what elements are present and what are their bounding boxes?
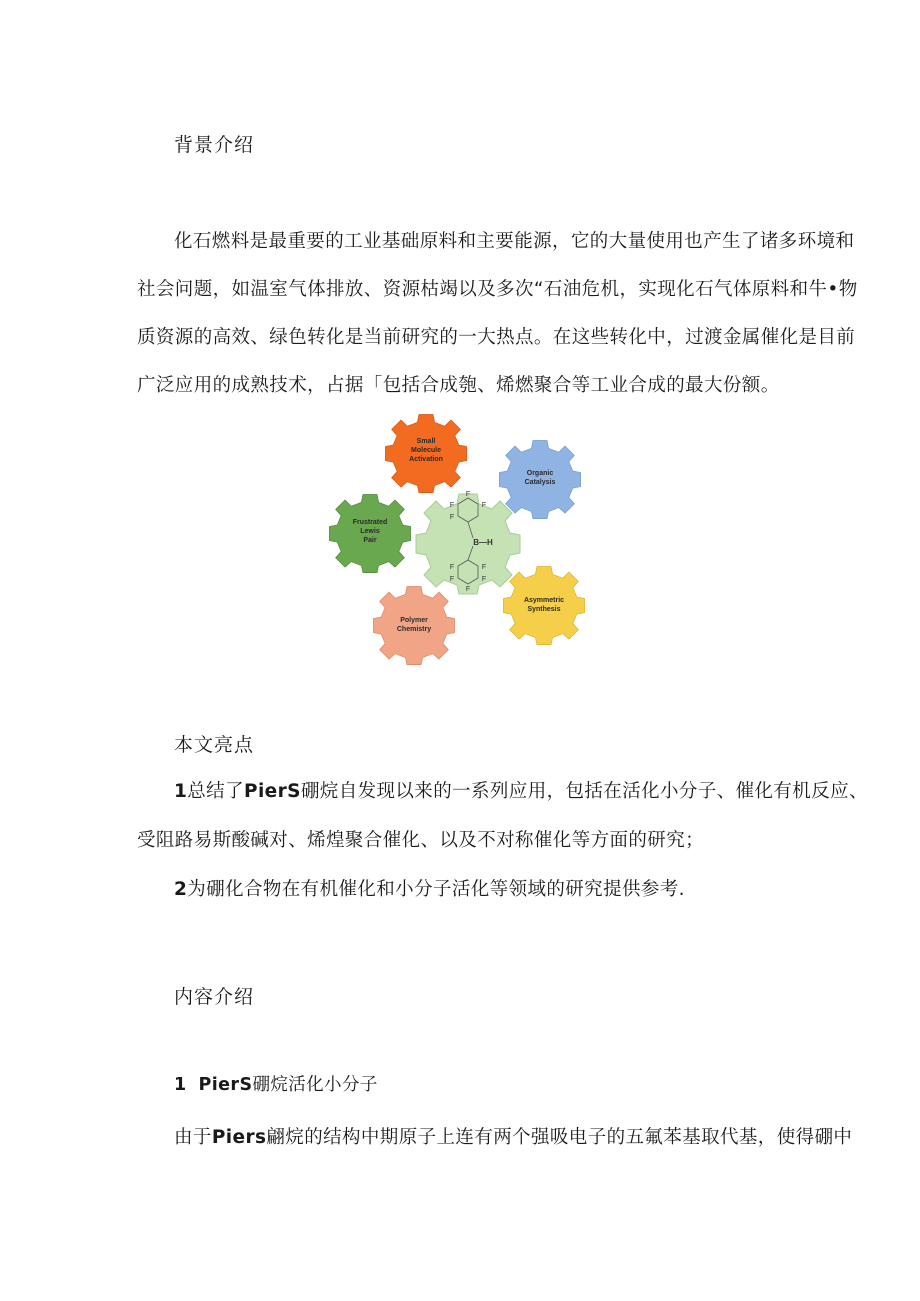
highlight-item-2 — [174, 875, 685, 901]
content-paragraph-line-1 — [174, 1123, 852, 1149]
highlight-number-1: 1 — [174, 781, 188, 802]
highlight-item-1-bold: PierS — [243, 781, 301, 802]
gear-label-molecule: Molecule — [411, 447, 441, 454]
section-heading-content: 内容介绍 — [174, 986, 255, 1008]
fluorine-label: F — [449, 502, 455, 509]
content-paragraph-bold: Piers — [211, 1127, 267, 1148]
gear-label-frustrated: Frustrated — [352, 519, 388, 526]
piers-borane-gears-figure — [318, 404, 598, 674]
boron-hydride-label: B—H — [473, 538, 493, 547]
highlight-item-2-text: 为硼化合物在有机催化和小分子活化等领域的研究提供参考. — [187, 879, 685, 900]
highlight-item-1 — [174, 777, 868, 803]
gear-label-chemistry: Chemistry — [396, 626, 432, 633]
background-line-3: 质资源的高效、绿色转化是当前研究的一大热点。在这些转化中，过渡金属催化是目前 — [137, 327, 856, 348]
gear-center-piers-borane — [416, 494, 520, 594]
section-heading-background: 背景介绍 — [174, 134, 255, 156]
subsection-rest: 硼烷活化小分子 — [252, 1075, 378, 1095]
gear-label-pair: Pair — [363, 537, 377, 544]
subsection-number: 1 — [174, 1075, 187, 1095]
content-paragraph-rest: 翩烷的结构中期原子上连有两个强吸电子的五氟苯基取代基，使得硼中 — [266, 1127, 853, 1148]
content-paragraph-pre: 由于 — [174, 1127, 212, 1148]
gear-label-synthesis: Synthesis — [527, 606, 561, 613]
fluorine-label: F — [449, 564, 455, 571]
section-heading-highlights: 本文亮点 — [174, 734, 255, 756]
fluorine-label: F — [481, 564, 487, 571]
gear-label-small: Small — [416, 438, 436, 445]
fluorine-label: F — [481, 502, 487, 509]
fluorine-label: F — [449, 576, 455, 583]
background-line-2: 社会问题，如温室气体排放、资源枯竭以及多次“石油危机，实现化石气体原料和牛•物 — [137, 279, 858, 300]
gear-label-asymmetric: Asymmetric — [523, 597, 565, 604]
background-line-1: 化石燃料是最重要的工业基础原料和主要能源，它的大量使用也产生了诸多环境和 — [174, 231, 855, 252]
gear-label-organic: Organic — [526, 470, 554, 477]
gear-label-catalysis: Catalysis — [524, 479, 556, 486]
subsection-heading-1 — [174, 1071, 378, 1096]
highlight-item-1-rest: 硼烷自发现以来的一系列应用，包括在活化小分子、催化有机反应、 — [300, 781, 868, 802]
fluorine-label: F — [481, 576, 487, 583]
background-line-4: 广泛应用的成熟技术，占据「包括合成匏、烯燃聚合等工业合成的最大份额。 — [137, 375, 780, 396]
highlight-item-1-line-2: 受阻路易斯酸碱对、烯煌聚合催化、以及不对称催化等方面的研究； — [137, 830, 705, 851]
fluorine-label: F — [449, 514, 455, 521]
gear-label-lewis: Lewis — [360, 528, 380, 535]
subsection-bold: PierS — [198, 1075, 253, 1095]
fluorine-label: F — [465, 586, 471, 593]
fluorine-label: F — [465, 491, 471, 498]
highlight-number-2: 2 — [174, 879, 188, 900]
gear-label-activation: Activation — [409, 456, 443, 463]
gear-label-polymer: Polymer — [400, 617, 428, 624]
highlight-item-1-pre: 总结了 — [187, 781, 244, 802]
